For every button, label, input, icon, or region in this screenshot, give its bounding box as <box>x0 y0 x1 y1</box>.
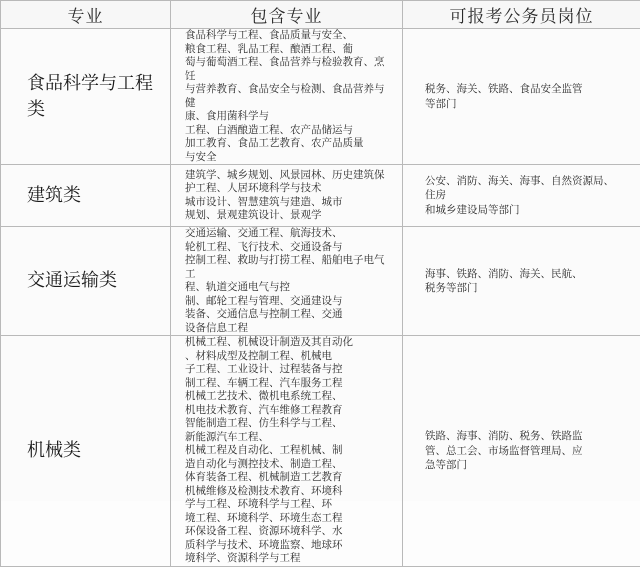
header-majors: 包含专业 <box>171 1 403 29</box>
posts-cell: 铁路、海事、消防、税务、铁路监 管、总工会、市场监督管理局、应 急等部门 <box>403 336 640 567</box>
table-row <box>1 336 640 567</box>
majors-cell: 建筑学、城乡规划、风景园林、历史建筑保 护工程、人居环境科学与技术 城市设计、智慧建筑与建造、城市 规划、景观建筑设计、景观学 <box>171 165 403 227</box>
header-row <box>1 1 640 29</box>
table-row <box>1 165 640 227</box>
majors-cell: 交通运输、交通工程、航海技术、 轮机工程、飞行技术、交通设备与 控制工程、救助与打捞工程、船舶电子电气工 程、轨道交通电气与控 制、邮轮工程与管理、交通建设与 装备、交通信息与控制工程、交通 设备信息工程 <box>171 227 403 336</box>
header-posts: 可报考公务员岗位 <box>403 1 640 29</box>
table-row <box>1 227 640 336</box>
header-category: 专业 <box>1 1 171 29</box>
category-cell: 食品科学与工程类 <box>1 29 171 165</box>
majors-cell: 食品科学与工程、食品质量与安全、 粮食工程、乳品工程、酿酒工程、葡 萄与葡萄酒工程、食品营养与检验教育、烹饪 与营养教育、食品安全与检测、食品营养与健 康、食用菌科学与 工程、白酒酿造工程、农产品储运与 加工教育、食品工艺教育、农产品质量 与安全 <box>171 29 403 165</box>
table-left-border <box>0 0 1 501</box>
table-row <box>1 29 640 165</box>
majors-cell: 机械工程、机械设计制造及其自动化 、材料成型及控制工程、机械电 子工程、工业设计、过程装备与控 制工程、车辆工程、汽车服务工程 机械工艺技术、微机电系统工程、 机电技术教育、汽车维修工程教育 智能制造工程、仿生科学与工程、 新能源汽车工程、 机械工程及自动化、工程机械、制 造自动化与测控技术、制造工程、 体育装备工程、机械制造工艺教育 机械维修及检测技术教育、环境科 学与工程、环境科学与工程、环 境工程、环境科学、环境生态工程 环保设备工程、资源环境科学、水 质科学与技术、环境监察、地球环 境科学、资源科学与工程 <box>171 336 403 567</box>
posts-cell: 公安、消防、海关、海事、自然资源局、住房 和城乡建设局等部门 <box>403 165 640 227</box>
category-cell: 建筑类 <box>1 165 171 227</box>
posts-cell: 税务、海关、铁路、食品安全监管 等部门 <box>403 29 640 165</box>
category-cell: 机械类 <box>1 336 171 567</box>
posts-cell: 海事、铁路、消防、海关、民航、 税务等部门 <box>403 227 640 336</box>
category-cell: 交通运输类 <box>1 227 171 336</box>
